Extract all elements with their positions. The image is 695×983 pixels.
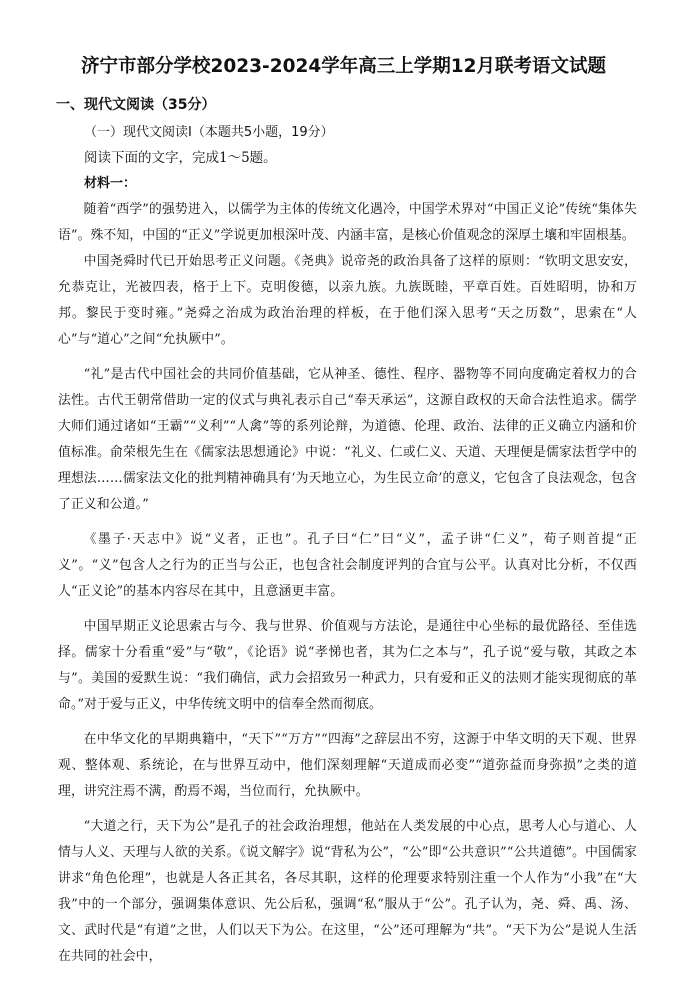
- paragraph: 中国早期正义论思索古与今、我与世界、价值观与方法论，是通往中心坐标的最优路径、至佳选择。儒家十分看重“爱”与“敬”，《论语》说“孝悌也者，其为仁之本与”，孔子说“爱与敬，其政之本与”。美国的爱默生说：“我们确信，武力会招致另一种武力，只有爱和正义的法则才能实现彻底的革命。”对于爱与正义，中华传统文明中的信奉全然而彻底。: [58, 619, 637, 712]
- paragraph: 随着“西学”的强势进入，以儒学为主体的传统文化遇冷，中国学术界对“中国正义论”传统“集体失语”。殊不知，中国的“正义”学说更加根深叶茂、内涵丰富，是核心价值观念的深厚土壤和牢固根基。: [58, 202, 637, 243]
- section-heading: 一、现代文阅读（35分）: [56, 97, 216, 113]
- paragraph: “礼”是古代中国社会的共同价值基础，它从神圣、德性、程序、器物等不同向度确定着权力的合法性。古代王朝常借助一定的仪式与典礼表示自己“奉天承运”，这源自政权的天命合法性追求。儒学大师们通过诸如“王霸”“义利”“人禽”等的系列论辩，为道德、伦理、政治、法律的正义确立内涵和价值标准。俞荣根先生在《儒家法思想通论》中说：“礼义、仁或仁义、天道、天理便是儒家法哲学中的理想法……儒家法文化的批判精神确具有‘为天地立心，为生民立命’的意义，它包含了良法观念，包含了正义和公道。”: [58, 367, 637, 512]
- paragraph: “大道之行，天下为公”是孔子的社会政治理想，他站在人类发展的中心点，思考人心与道心、人情与人义、天理与人欲的关系。《说文解字》说“背私为公”，“公”即“公共意识”“公共道德”。中国儒家讲求“角色伦理”，也就是人各正其名，各尽其职，这样的伦理要求特别注重一个人作为“小我”在“大我”中的一个部分，强调集体意识、先公后私，强调“私”服从于“公”。孔子认为，尧、舜、禹、汤、文、武时代是“有道”之世，人们以天下为公。在这里，“公”还可理解为“共”。“天下为公”是说人生活在共同的社会中，: [58, 819, 637, 964]
- subsection-heading: （一）现代文阅读Ⅰ（本题共5小题，19分）: [84, 125, 334, 140]
- instruction-text: 阅读下面的文字，完成1～5题。: [84, 150, 277, 166]
- paragraph: 中国尧舜时代已开始思考正义问题。《尧典》说帝尧的政治具备了这样的原则：“钦明文思安安，允恭克让，光被四表，格于上下。克明俊德，以亲九族。九族既睦，平章百姓。百姓昭明，协和万邦。黎民于变时雍。”尧舜之治成为政治治理的样板，在于他们深入思考“天之历数”，思索在“人心”与“道心”之间“允执厥中”。: [58, 254, 637, 347]
- paragraph: 在中华文化的早期典籍中，“天下”“万方”“四海”之辞层出不穷，这源于中华文明的天下观、世界观、整体观、系统论，在与世界互动中，他们深刻理解“天道成而必变”“道弥益而身弥损”之类的道理，讲究注焉不满，酌焉不竭，当位而行，允执厥中。: [58, 732, 637, 799]
- paragraph: 《墨子·天志中》说“义者，正也”。孔子曰“仁”曰“义”，孟子讲“仁义”，荀子则首提“正义”。“义”包含人之行为的正当与公正，也包含社会制度评判的合宜与公平。认真对比分析，不仅西人“正义论”的基本内容尽在其中，且意涵更丰富。: [58, 532, 637, 599]
- material-label: 材料一：: [84, 176, 137, 191]
- exam-title: 济宁市部分学校2023-2024学年高三上学期12月联考语文试题: [81, 56, 606, 77]
